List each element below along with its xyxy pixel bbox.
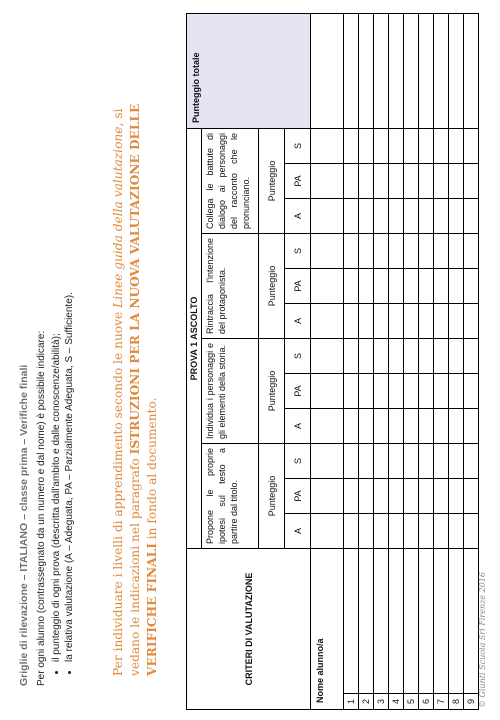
score-cell[interactable] [464, 304, 479, 339]
table-row [419, 14, 434, 710]
score-cell[interactable] [374, 304, 389, 339]
criterion-description: Collega le battute di dialogo ai personaggi del racconto che le pronunciano. [202, 129, 259, 234]
table-row [359, 14, 374, 710]
total-score-cell[interactable] [404, 14, 419, 129]
score-cell[interactable] [374, 269, 389, 304]
row-number: 5 [404, 694, 419, 710]
score-cell[interactable] [359, 444, 374, 479]
score-cell[interactable] [374, 164, 389, 199]
score-cell[interactable] [344, 514, 359, 549]
criteria-header: CRITERI DI VALUTAZIONE [187, 549, 311, 710]
score-cell[interactable] [419, 479, 434, 514]
punteggio-label: Punteggio [259, 234, 285, 339]
score-cell[interactable] [359, 409, 374, 444]
score-cell[interactable] [344, 374, 359, 409]
score-cell[interactable] [389, 374, 404, 409]
total-score-cell[interactable] [374, 14, 389, 129]
header-blank-cell [311, 199, 344, 234]
score-cell[interactable] [404, 444, 419, 479]
score-cell[interactable] [434, 444, 449, 479]
row-number: 4 [389, 694, 404, 710]
score-cell[interactable] [359, 304, 374, 339]
table-row [344, 14, 359, 710]
score-cell[interactable] [359, 374, 374, 409]
score-cell[interactable] [374, 444, 389, 479]
header-blank-cell [311, 304, 344, 339]
score-cell[interactable] [434, 514, 449, 549]
score-cell[interactable] [389, 444, 404, 479]
row-number: 6 [419, 694, 434, 710]
score-cell[interactable] [464, 269, 479, 304]
score-cell[interactable] [404, 129, 419, 164]
score-cell[interactable] [464, 444, 479, 479]
score-cell[interactable] [404, 339, 419, 374]
student-name-cell[interactable] [374, 549, 389, 694]
score-cell[interactable] [464, 339, 479, 374]
score-cell[interactable] [434, 269, 449, 304]
score-cell[interactable] [449, 129, 464, 164]
guidelines-note [110, 96, 161, 676]
student-name-cell[interactable] [404, 549, 419, 694]
header-blank-cell [311, 339, 344, 374]
score-cell[interactable] [344, 409, 359, 444]
note-text: , si vedano le indicazioni nel paragrafo [111, 108, 142, 676]
score-cell[interactable] [464, 514, 479, 549]
level-s: S [285, 129, 311, 164]
score-cell[interactable] [434, 339, 449, 374]
score-cell[interactable] [404, 374, 419, 409]
score-cell[interactable] [374, 409, 389, 444]
level-s: S [285, 339, 311, 374]
score-cell[interactable] [359, 199, 374, 234]
score-cell[interactable] [389, 199, 404, 234]
score-cell[interactable] [404, 234, 419, 269]
header-blank-cell [311, 409, 344, 444]
total-score-cell[interactable] [419, 14, 434, 129]
score-cell[interactable] [389, 339, 404, 374]
level-a: A [285, 514, 311, 549]
score-cell[interactable] [449, 234, 464, 269]
score-cell[interactable] [344, 304, 359, 339]
header-blank-cell [311, 514, 344, 549]
score-cell[interactable] [389, 514, 404, 549]
total-score-cell[interactable] [359, 14, 374, 129]
score-cell[interactable] [404, 409, 419, 444]
score-cell[interactable] [389, 164, 404, 199]
punteggio-label: Punteggio [259, 339, 285, 444]
table-row [449, 14, 464, 710]
header-blank-cell [311, 269, 344, 304]
total-score-cell[interactable] [464, 14, 479, 129]
header-blank-cell [311, 164, 344, 199]
header-blank-cell [311, 129, 344, 164]
score-cell[interactable] [374, 234, 389, 269]
score-cell[interactable] [359, 234, 374, 269]
score-cell[interactable] [419, 514, 434, 549]
score-cell[interactable] [374, 374, 389, 409]
score-cell[interactable] [344, 444, 359, 479]
score-cell[interactable] [449, 164, 464, 199]
total-score-cell[interactable] [344, 14, 359, 129]
header-blank-cell [311, 479, 344, 514]
score-cell[interactable] [419, 164, 434, 199]
score-cell[interactable] [419, 129, 434, 164]
prova-header: PROVA 1 ASCOLTO [187, 129, 202, 549]
score-cell[interactable] [434, 304, 449, 339]
score-cell[interactable] [464, 199, 479, 234]
score-cell[interactable] [344, 129, 359, 164]
score-cell[interactable] [419, 339, 434, 374]
intro-bullets [50, 292, 76, 676]
score-cell[interactable] [419, 444, 434, 479]
score-cell[interactable] [449, 479, 464, 514]
score-cell[interactable] [449, 409, 464, 444]
header-blank-cell [311, 234, 344, 269]
criterion-description: Individua i personaggi e gli elementi della storia. [202, 339, 259, 444]
note-text: in fondo al documento. [145, 397, 159, 544]
score-cell[interactable] [464, 129, 479, 164]
score-cell[interactable] [434, 129, 449, 164]
score-cell[interactable] [419, 374, 434, 409]
score-cell[interactable] [374, 339, 389, 374]
student-name-header: Nome alunno/a [311, 549, 344, 710]
row-number: 1 [344, 694, 359, 710]
table-row [434, 14, 449, 710]
score-cell[interactable] [404, 514, 419, 549]
score-cell[interactable] [389, 304, 404, 339]
score-cell[interactable] [389, 234, 404, 269]
score-cell[interactable] [374, 514, 389, 549]
score-cell[interactable] [449, 269, 464, 304]
student-name-cell[interactable] [344, 549, 359, 694]
score-cell[interactable] [419, 409, 434, 444]
score-cell[interactable] [419, 199, 434, 234]
student-name-cell[interactable] [434, 549, 449, 694]
score-cell[interactable] [419, 304, 434, 339]
level-pa: PA [285, 479, 311, 514]
score-cell[interactable] [434, 234, 449, 269]
score-cell[interactable] [389, 129, 404, 164]
table-row [464, 14, 479, 710]
level-s: S [285, 444, 311, 479]
score-cell[interactable] [374, 479, 389, 514]
total-score-cell[interactable] [389, 14, 404, 129]
level-a: A [285, 409, 311, 444]
score-cell[interactable] [344, 339, 359, 374]
level-pa: PA [285, 164, 311, 199]
row-number: 3 [374, 694, 389, 710]
student-name-cell[interactable] [359, 549, 374, 694]
bullet-item: • il punteggio di ogni prova (descritta dall'ambito e dalle conoscenze/abilità); [50, 292, 63, 662]
student-name-cell[interactable] [449, 549, 464, 694]
score-cell[interactable] [464, 164, 479, 199]
score-cell[interactable] [389, 269, 404, 304]
score-cell[interactable] [359, 339, 374, 374]
row-number: 7 [434, 694, 449, 710]
score-cell[interactable] [434, 409, 449, 444]
level-s: S [285, 234, 311, 269]
score-cell[interactable] [344, 199, 359, 234]
score-cell[interactable] [464, 409, 479, 444]
criterion-description: Rintraccia l'intenzione del protagonista. [202, 234, 259, 339]
score-cell[interactable] [464, 479, 479, 514]
score-cell[interactable] [434, 164, 449, 199]
intro-text: Per ogni alunno (contrassegnato da un numero e dal nome) è possibile indicare: [36, 330, 47, 686]
table-row [374, 14, 389, 710]
total-score-header: Punteggio totale [187, 14, 311, 129]
score-cell[interactable] [359, 129, 374, 164]
table-row [389, 14, 404, 710]
score-cell[interactable] [344, 479, 359, 514]
score-cell[interactable] [404, 269, 419, 304]
level-a: A [285, 304, 311, 339]
note-guide-title: Linee guida della valutazione [111, 126, 125, 308]
table-row [404, 14, 419, 710]
score-cell[interactable] [344, 164, 359, 199]
score-cell[interactable] [449, 444, 464, 479]
table-body [187, 14, 479, 710]
row-number: 9 [464, 694, 479, 710]
score-cell[interactable] [404, 479, 419, 514]
total-score-cell[interactable] [434, 14, 449, 129]
punteggio-label: Punteggio [259, 129, 285, 234]
score-cell[interactable] [464, 234, 479, 269]
level-a: A [285, 199, 311, 234]
score-cell[interactable] [404, 304, 419, 339]
score-cell[interactable] [359, 269, 374, 304]
score-cell[interactable] [449, 374, 464, 409]
note-text: Per individuare i livelli di apprendimento secondo le nuove [111, 307, 125, 676]
level-pa: PA [285, 269, 311, 304]
assessment-table [186, 13, 479, 710]
score-cell[interactable] [359, 514, 374, 549]
score-cell[interactable] [449, 304, 464, 339]
student-name-cell[interactable] [389, 549, 404, 694]
score-cell[interactable] [359, 164, 374, 199]
score-cell[interactable] [389, 479, 404, 514]
score-cell[interactable] [449, 339, 464, 374]
score-cell[interactable] [419, 234, 434, 269]
score-cell[interactable] [434, 374, 449, 409]
score-cell[interactable] [434, 199, 449, 234]
score-cell[interactable] [419, 269, 434, 304]
score-cell[interactable] [464, 374, 479, 409]
student-name-cell[interactable] [464, 549, 479, 694]
score-cell[interactable] [389, 409, 404, 444]
copyright: © Giunti Scuola Srl Firenze 2016 [478, 572, 487, 708]
note-instructions: ISTRUZIONI PER LA NUOVA VALUTAZIONE DELLE VERIFICHE FINALI [128, 103, 159, 676]
score-cell[interactable] [404, 199, 419, 234]
row-number: 8 [449, 694, 464, 710]
level-pa: PA [285, 374, 311, 409]
bullet-item: • la relativa valutazione (A – Adeguata, PA – Parzialmente Adeguata, S – Sufficiente). [63, 292, 76, 662]
score-cell[interactable] [359, 479, 374, 514]
score-cell[interactable] [344, 269, 359, 304]
punteggio-label: Punteggio [259, 444, 285, 549]
score-cell[interactable] [374, 199, 389, 234]
student-name-cell[interactable] [419, 549, 434, 694]
score-cell[interactable] [404, 164, 419, 199]
total-score-cell[interactable] [449, 14, 464, 129]
score-cell[interactable] [449, 514, 464, 549]
score-cell[interactable] [449, 199, 464, 234]
score-cell[interactable] [434, 479, 449, 514]
row-number: 2 [359, 694, 374, 710]
score-cell[interactable] [374, 129, 389, 164]
page-title: Griglie di rilevazione – ITALIANO – classe prima – Verifiche finali [18, 364, 30, 686]
header-blank-cell [311, 14, 344, 129]
criterion-description: Propone le proprie ipotesi sul testo a partire dal titolo. [202, 444, 259, 549]
header-blank-cell [311, 444, 344, 479]
header-blank-cell [311, 374, 344, 409]
score-cell[interactable] [344, 234, 359, 269]
